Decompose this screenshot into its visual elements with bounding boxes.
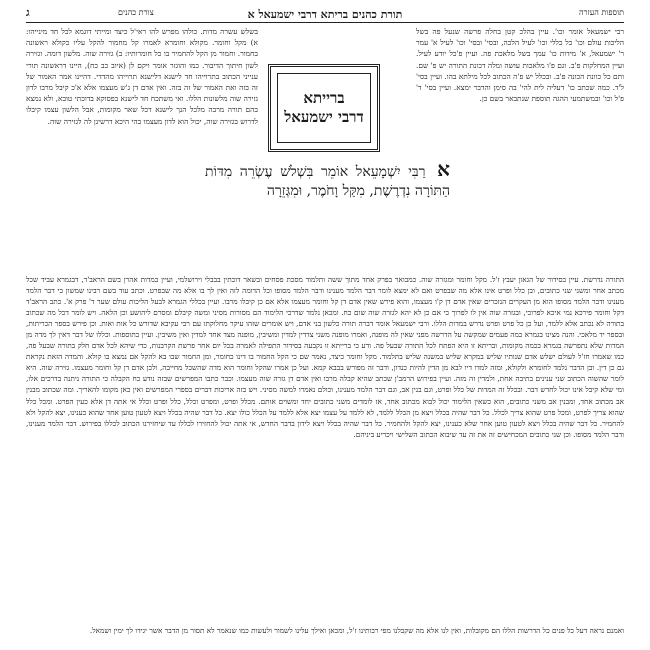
header-left-label: צורת כהנים xyxy=(118,8,154,17)
lower-commentary-text: התורה נדרשת. עיין בסידור של הגאון יעבץ ז'ל. מקל וחומר ומגזרה שוה. כמבואר בפרק אחד מתוך ששה ותלמוד מסכת פסחים ובשאר דוכתין בבבלי וירושלמי, ועיין במדות אהרן בשם הראב'ד, דבגמרא עביד שכל מכתב אחר ומשני שני כתובים, ובן כלל ופרט אינו אלא מה שבפרט ואם לא ימצא לומר דבר הלמד מענינו ודבר הלמד מסופו וכל הדומה לזה ואין לך בו אלא מה שבפרט. וכתב עוד בשם רבינו שמשון כי דבר הלמד מענינו ודבר הלמד מסופו הוא מן העקרים הנזכרים שאין אדם דן ק'ו מעצמו, והוא פירש שאין אדם דן קל וחומר מעצמו אלא אם כן קיבלו מרבו. ועיין בכללי הגמרא לבעל הליכות עולם שער ד' פרק א'. כתב הראב'ד דקל וחומר פירכא נמי איכא לפרוכי, ובגזרה שוה אין לו לפרוך כי אם כן לא יהא לגזרה שוה שום כח. ומכאן נלמד שדרכי הלימוד הם מסורות מסיני ומשה קיבלם ומסרם ליהושע וכן הלאה. ויש לומר דכל מה שכתוב בתורה לא נכתב אלא ללמד, ועל כן כל פרט ופרט נדרש במדות הללו. ורבי ישמעאל אומר דברה תורה כלשון בני אדם, ויש אומרים שזהו עיקר מחלוקתו עם רבי עקיבא שדורש כל אות ואות. וכן פירש בספר הכריתות, ובספר יד מלאכי. והנה מצינו בגמרא כמה פעמים שמקשה על הדרשה מפני שאין לה מופנה, ואמרו מופנה משני צדדין למדין ומשיבין, מופנה מצד אחד למדין ואין משיבין. ועיין בתוספות. וכללו של דבר דאין לך מדה מן המדות שלא נתפרשה בגמרא בכמה מקומות, ובריתא זו היא הפתח לכל התורה שבעל פה. ודע כי ברייתא זו נקבעה בסידור התפילה לאמרה בכל יום אחר פרשת הקרבנות, כדי שיהא לכל אדם חלק בתורה שבעל פה, כמו שאמרו חז'ל לעולם ישלש אדם שנותיו שליש במקרא שליש במשנה שליש בתלמוד. מקל וחומר כיצד, נאמר שם כי הקל החמור בו דינו כחומר, ומן החמור שבו בא להקל אם נמצא בו קולא. והמדה הזאת נקראת גם כן דין. ובן הדבר נלמד לחומרא ולקולא, ומזה למדו דיו לבא מן הדין להיות כנדון, ודבר זה מפורש בבבא קמא. ועל כן אמרו שהקל וחומר הוא מדה שהשכל מחייבה, ולכן אדם דן קל וחומר מעצמו. גזירה שוה. היא לומר שהשוה הכתוב שני ענינים בתיבה אחת, ולמדין זה מזה. ועיין בפירוש הרמב'ן שכתב שהיא קבלה מרבו ואין אדם דן גזרה שוה מעצמו. וכבר כתבו המפרשים שבזה נודע כח הקבלה כי התורה ניתנה בדרכים אלו, ומי שלא קיבל אינו יכול לחדש דבר. ובכלל זה המדות של כלל ופרט, וגם בנין אב, וגם דבר הלמד מענינו, וכולם נאמרו למשה מסיני. ויש בזה אריכות דברים בספרי המפרשים ואין כאן מקומו להאריך. ומה שכתוב מבנין אב מכתוב אחד, ומבנין אב משני כתובים, הוא כשאין הלימוד יכול לבוא מכתוב אחד, אז לומדים משני כתובים יחד ומשוים אותם. מכלל ופרט, ומפרט וכלל, כלל ופרט וכלל אי אתה דן אלא כעין הפרט. ומכל כלל שהוא צריך לפרט, ומכל פרט שהוא צריך לכלל. כל דבר שהיה בכלל ויצא מן הכלל ללמד, לא ללמד על עצמו יצא אלא ללמד על הכלל כולו יצא. כל דבר שהיה בכלל ויצא לטעון טוען אחד שהוא כענינו, יצא להקל ולא להחמיר. כל דבר שהיה בכלל ויצא לטעון טוען אחר שלא כענינו, יצא להקל ולהחמיר. כל דבר שהיה בכלל ויצא לידון בדבר החדש, אי אתה יכול להחזירו לכללו עד שיחזירנו הכתוב לכללו בפירוש. דבר הלמד מענינו, ודבר הלמד מסופו. וכן שני כתובים המכחישים זה את זה עד שיבוא הכתוב השלישי ויכריע ביניהם. xyxy=(26,275,624,439)
title-line-1: ברייתא xyxy=(303,89,345,107)
header-rule xyxy=(26,22,624,23)
header-title: תורת כהנים בריתא דרבי ישמעאל א xyxy=(247,7,403,21)
bottom-commentary xyxy=(24,618,624,646)
mishna-letter: א xyxy=(437,157,450,181)
page-header xyxy=(26,6,624,22)
title-box-inner xyxy=(277,73,371,143)
mishna-text: רַבִּי יִשְׁמָעֵאל אוֹמֵר בִּשְׁלשׁ עֶשְׂרֵה מִדּוֹת הַתּוֹרָה נִדְרֶשֶׁת, מִקַּל וָחֹמֶר, וּמִגְּזֵרָה xyxy=(205,164,450,199)
left-commentary-column xyxy=(26,26,258,272)
title-box xyxy=(268,64,380,152)
page-letter: ג xyxy=(26,6,30,19)
title-line-2: דרבי ישמעאל xyxy=(284,108,364,126)
right-commentary-text: רבי ישמעאל אומר וכו'. עיין בהלכ קטן בחלה פרשה שנעל פה בשל הליכות עולם וכו' כל כללי וכו' לעיל הלכה, ובסי' ובסי' וכו' לעיל א' עמר ר' ישמעאל, א' מידות כו' עמך בשל מלאכת פה. ועיין פ'כל יודע לעיל. ועיין המחלקות פ'ב. וגם פ'ו מלאכות עושה ומלה דכונת התורה יש פ' שם. ותם כל כוונת הכונה פ'ב. ובכלל יש פ'ה הכתוב לכל מילתא בהו. ועיין בסי' ל'ד. כמה שכתב כו' דעליה לית להי' בה סימן והדבר ימצא. ועיין בסי' ד' פ'ל וכו' ובמשתמעי ההגה תוספת שנתבאר בשם כן. xyxy=(416,27,624,104)
left-commentary-text: בשלש עשרה מדות. כולהו מפרש להו ראי'ל כיצד ומייתי דוגמא לכל חד מינייהו: א) מקל וחומר. מקולא וחומרא לאמרו קל מחמור להקל עליו כקולא ראשונה בחמור. וחמור מן הקל להחמיר בו כל חומרותיו: ב) גזירה שוה. מלשון דומה. וגזירה לשון חיתוך הדיבור. כמו והוגזר אומר ויקם לן (איוב כב כח), היינו דראשונה תורי ענייני הכתוב בתרוייהו חד לישנא דלישנא תרוייהו מהדדי. דהיינו אמר האמור של זה בזה ואת האמור של זה בזה. ואין אדם דן ג'ש מעצמו אלא א'כ קיבל מרבו לדון גזירה שוה מלשונות הללו. ואי משתכח חד לישנא בפסוקא בדוכתי טובא, ולא נמצא בהם תורה מרבה מלכל הנך לישנא דכל שאר מקומות, אבל הלשון עצמו קיבלו לדרוש בגזירה שוה, יכול הוא לדון מעצמו בהי היכא דרשינן לה לגזירה שוה. xyxy=(26,27,258,126)
main-text xyxy=(205,157,450,201)
lower-commentary xyxy=(26,274,624,620)
bottom-commentary-text: ואמנם נראה דעל כל פנים כל הדרשות הללו הם מקובלות, ואין לנו אלא מה שקבלנו מפי רבותינו ז'ל, ומכאן ואילך עלינו לשמור ולעשות כמו שנאמר לא תסור מן הדבר אשר יגידו לך ימין ושמאל. xyxy=(89,626,624,636)
header-right-label: תוספות העזרה xyxy=(578,8,624,17)
